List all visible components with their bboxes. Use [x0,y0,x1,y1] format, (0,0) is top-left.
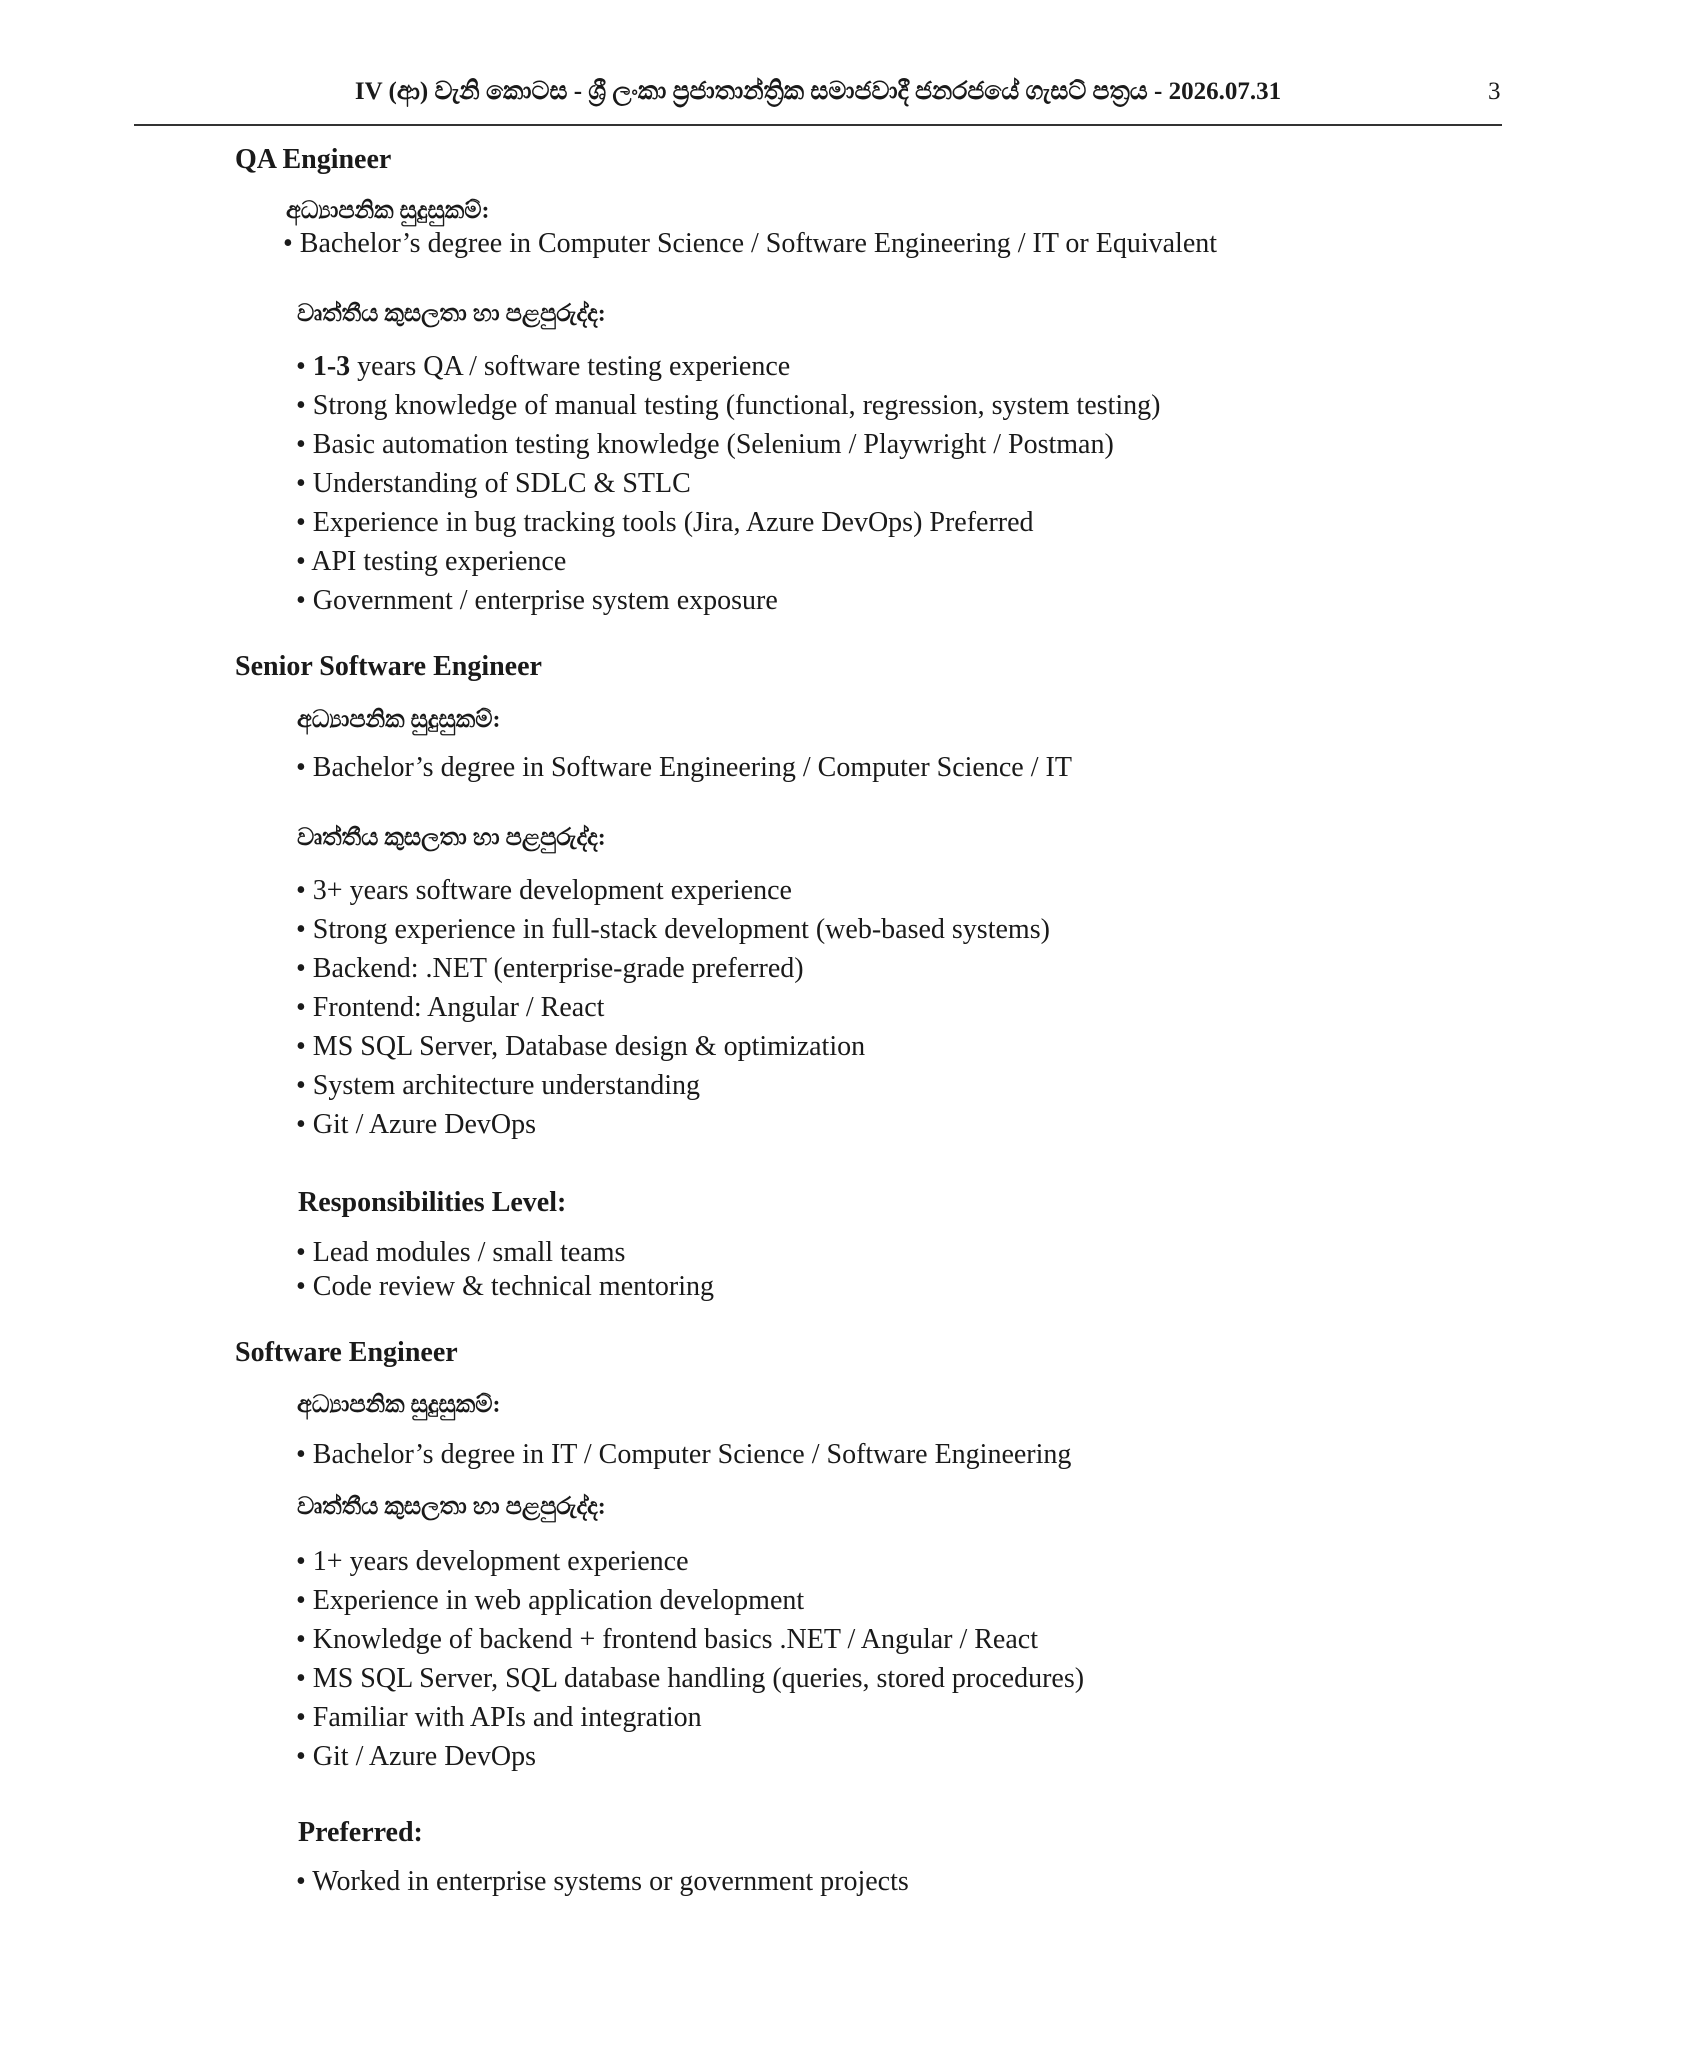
qa-skill-item: • Experience in bug tracking tools (Jira, Azure DevOps) Preferred [296,507,1034,538]
qa-skill-item: • Basic automation testing knowledge (Selenium / Playwright / Postman) [296,429,1114,460]
se-skills-heading: වෘත්තීය කුසලතා හා පළපුරුද්ද: [297,1494,606,1520]
sse-responsibility-item: • Code review & technical mentoring [296,1271,715,1302]
se-education-heading: අධ්‍යාපනික සුදුසුකම්: [297,1392,501,1418]
gazette-header-title: IV (ආ) වැනි කොටස - ශ්‍රී ලංකා ප්‍රජාතාන්ත්‍රික සමාජවාදී ජනරජයේ ගැසට් පත්‍රය - 2026.07.31 [354,78,1282,105]
se-skill-item: • 1+ years development experience [296,1546,689,1577]
se-preferred-heading: Preferred: [298,1817,423,1848]
qa-skill-item: • Understanding of SDLC & STLC [296,468,691,499]
sse-skills-heading: වෘත්තීය කුසලතා හා පළපුරුද්ද: [297,825,606,851]
job-title-senior-software-engineer: Senior Software Engineer [235,651,542,682]
sse-education-item: • Bachelor’s degree in Software Engineering / Computer Science / IT [296,752,1072,783]
qa-years-text: years QA / software testing experience [350,351,791,382]
se-education-item: • Bachelor’s degree in IT / Computer Science / Software Engineering [296,1439,1072,1470]
sse-responsibilities-heading: Responsibilities Level: [298,1187,567,1218]
qa-education-heading: අධ්‍යාපනික සුදුසුකම්: [286,198,490,224]
sse-skill-item: • Frontend: Angular / React [296,992,605,1023]
sse-skill-item: • 3+ years software development experience [296,875,792,906]
se-skill-item: • Experience in web application development [296,1585,805,1616]
page-number: 3 [1488,78,1501,105]
qa-skill-item: • API testing experience [296,546,567,577]
se-preferred-item: • Worked in enterprise systems or government projects [296,1866,909,1897]
sse-skill-item: • Backend: .NET (enterprise-grade preferred) [296,953,804,984]
se-skill-item: • Knowledge of backend + frontend basics .NET / Angular / React [296,1624,1038,1655]
job-title-software-engineer: Software Engineer [235,1337,458,1368]
sse-education-heading: අධ්‍යාපනික සුදුසුකම්: [297,707,501,733]
job-title-qa-engineer: QA Engineer [235,144,392,175]
se-skill-item: • Familiar with APIs and integration [296,1702,702,1733]
qa-skill-item: • Strong knowledge of manual testing (functional, regression, system testing) [296,390,1161,421]
qa-years-range: 1-3 [312,351,351,382]
qa-education-item: • Bachelor’s degree in Computer Science / Software Engineering / IT or Equivalent [283,228,1218,259]
sse-skill-item: • MS SQL Server, Database design & optimization [296,1031,866,1062]
sse-skill-item: • System architecture understanding [296,1070,701,1101]
se-skill-item: • MS SQL Server, SQL database handling (queries, stored procedures) [296,1663,1085,1694]
qa-skill-item: • 1-3 years QA / software testing experience [296,351,791,382]
qa-skill-item: • Government / enterprise system exposure [296,585,778,616]
se-skill-item: • Git / Azure DevOps [296,1741,536,1772]
qa-skills-heading: වෘත්තීය කුසලතා හා පළපුරුද්ද: [297,301,606,327]
sse-responsibility-item: • Lead modules / small teams [296,1237,626,1268]
header-rule [134,124,1502,126]
sse-skill-item: • Strong experience in full-stack development (web-based systems) [296,914,1050,945]
sse-skill-item: • Git / Azure DevOps [296,1109,536,1140]
